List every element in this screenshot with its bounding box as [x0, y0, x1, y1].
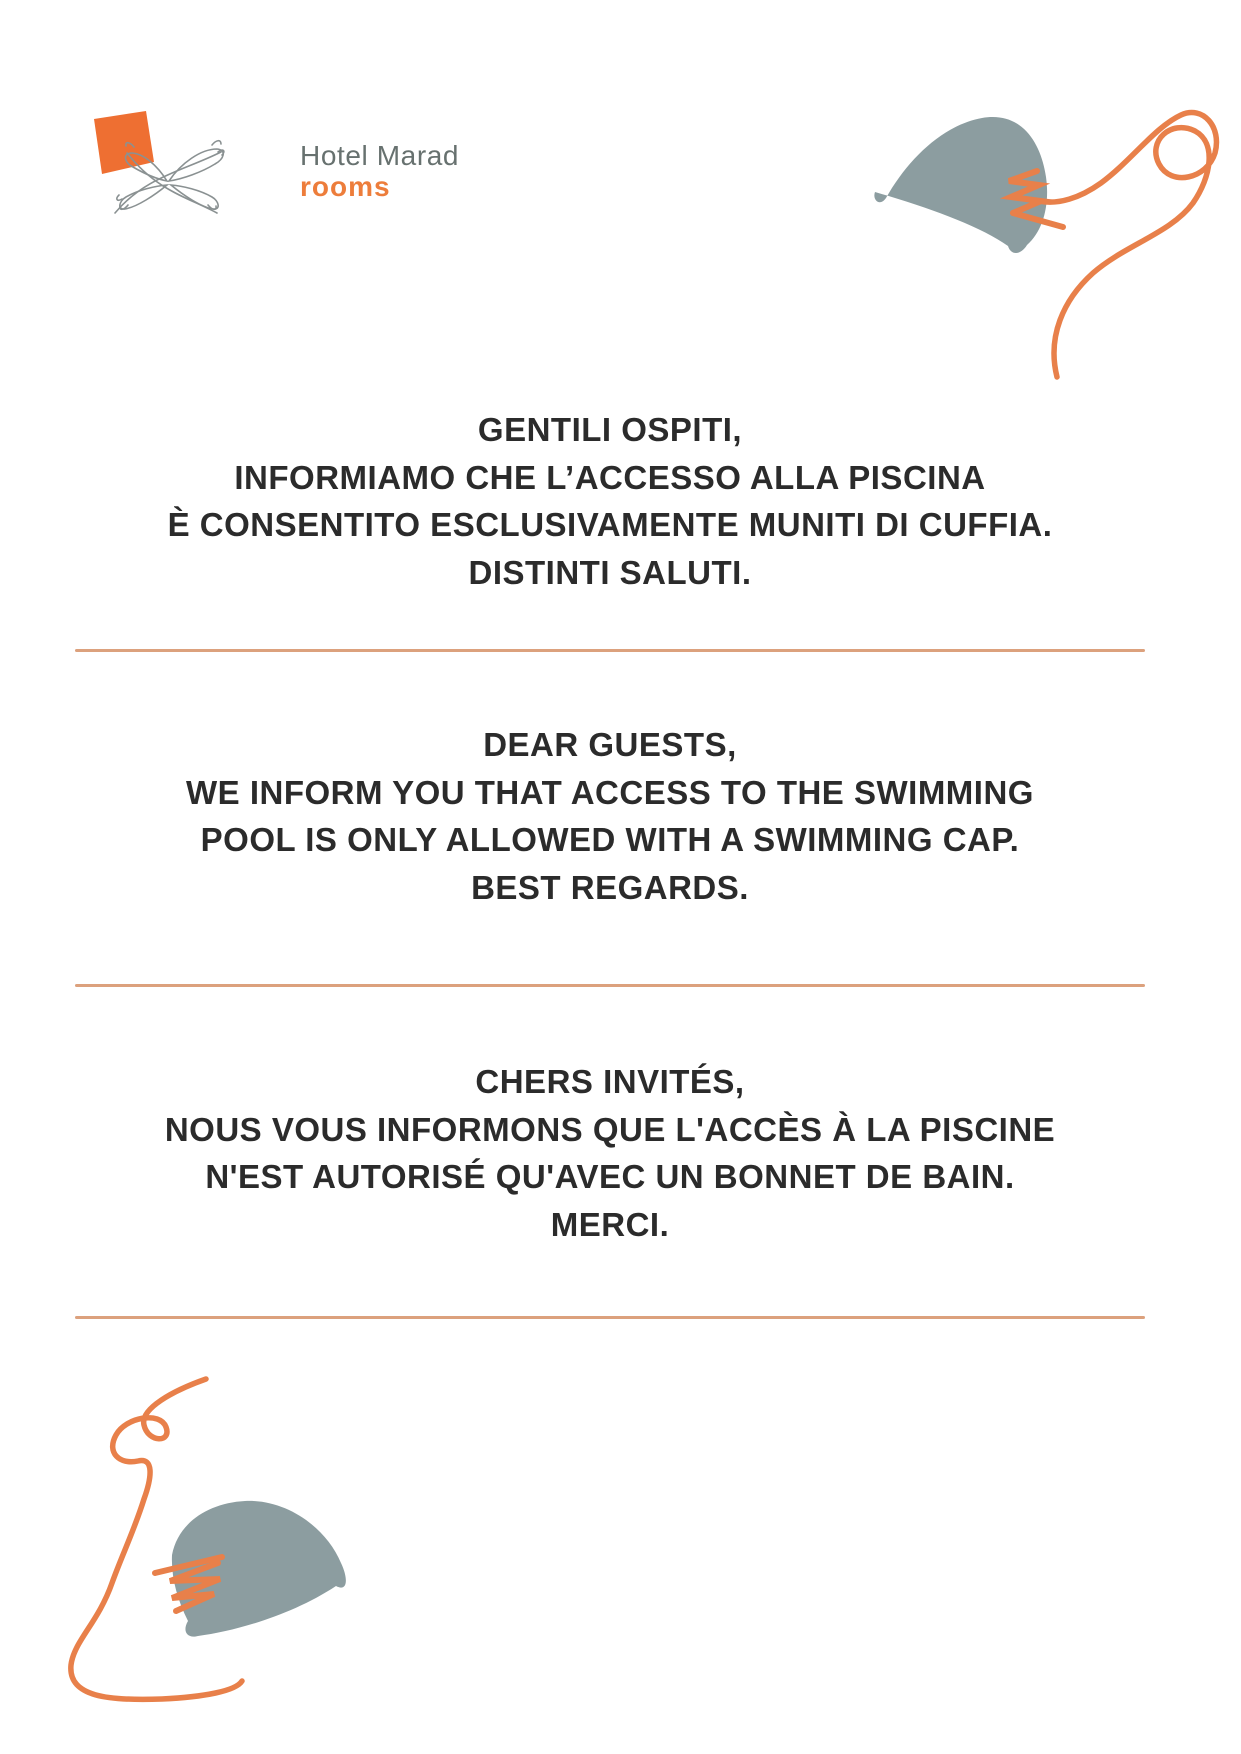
divider [75, 984, 1145, 987]
notice-line: NOUS VOUS INFORMONS QUE L'ACCÈS À LA PISCINE [164, 1110, 1056, 1148]
notice-line: CHERS INVITÉS, [475, 1063, 745, 1100]
divider [75, 1316, 1145, 1319]
notice-italian [75, 406, 1145, 596]
notice-line: POOL IS ONLY ALLOWED WITH A SWIMMING CAP. [200, 821, 1020, 858]
hotel-logo-icon [75, 95, 235, 230]
notice-french [75, 1058, 1145, 1248]
logo-orange-square [94, 111, 154, 174]
notice-line: INFORMIAMO CHE L’ACCESSO ALLA PISCINA [234, 458, 986, 496]
notice-line: DEAR GUESTS, [483, 726, 737, 763]
hotel-name: Hotel Marad [300, 140, 460, 171]
notice-line: MERCI. [550, 1205, 670, 1243]
divider [75, 649, 1145, 652]
logo-text [300, 141, 459, 202]
notice-line: N'EST AUTORISÉ QU'AVEC UN BONNET DE BAIN. [205, 1158, 1015, 1195]
notice-line: È CONSENTITO ESCLUSIVAMENTE MUNITI DI CUFFIA. [167, 506, 1053, 543]
hotel-sub-brand: rooms [300, 171, 391, 203]
string-doodle [1039, 113, 1216, 377]
notice-line: WE INFORM YOU THAT ACCESS TO THE SWIMMING [186, 773, 1034, 811]
swim-cap-illustration-bottom-left [40, 1365, 370, 1754]
notice-line: DISTINTI SALUTI. [468, 553, 752, 591]
notice-english [75, 721, 1145, 911]
notice-line: GENTILI OSPITI, [477, 411, 743, 448]
notice-line: BEST REGARDS. [471, 868, 749, 906]
swim-cap-illustration-top-right [775, 85, 1241, 405]
